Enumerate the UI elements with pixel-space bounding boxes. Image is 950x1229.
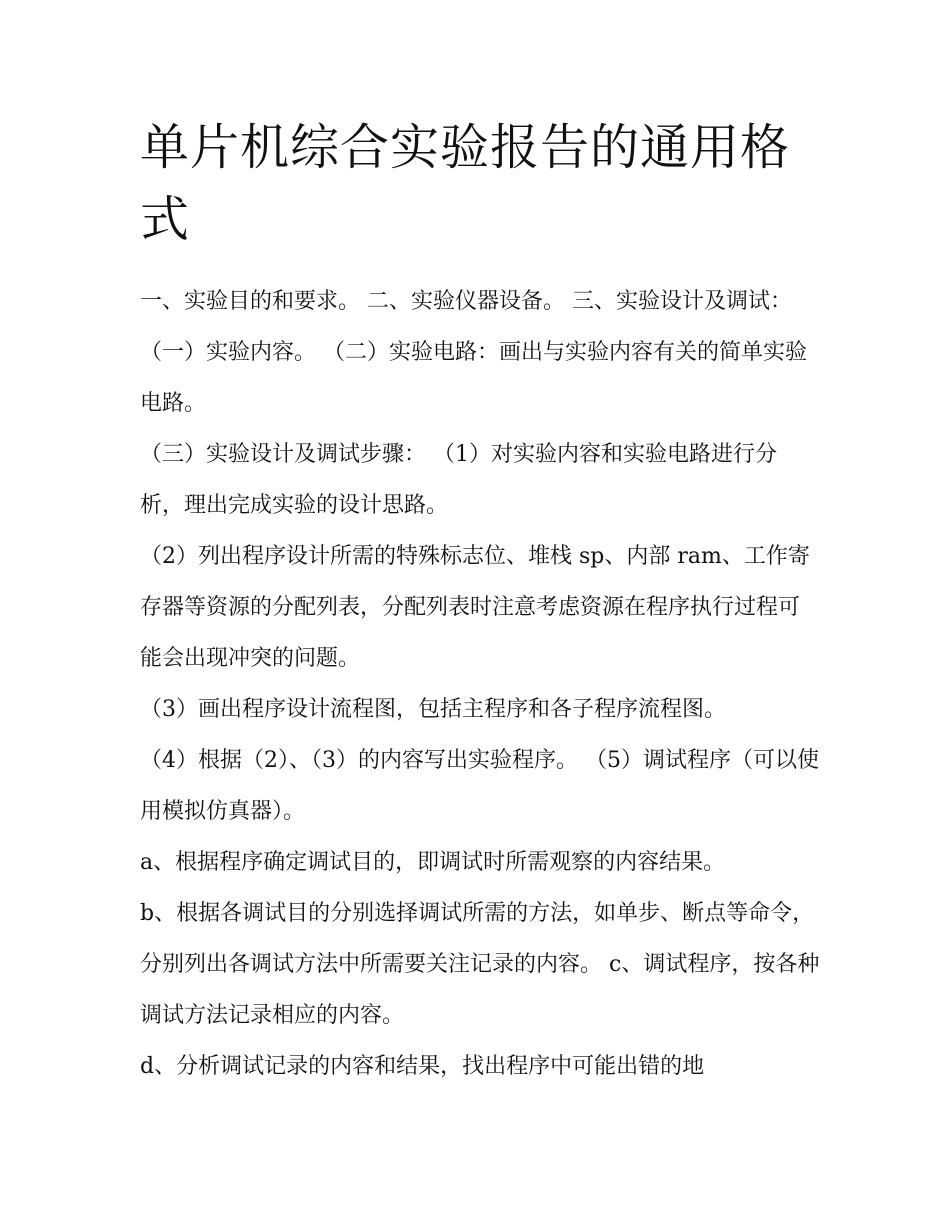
- document-body: [140, 276, 820, 1092]
- paragraph-program: （4）根据（2）、（3）的内容写出实验程序。 （5）调试程序（可以使用模拟仿真器）。: [140, 748, 819, 824]
- paragraph-debug-d: d、分析调试记录的内容和结果，找出程序中可能出错的地: [140, 1054, 705, 1079]
- document-title: 单片机综合实验报告的通用格式: [140, 119, 791, 248]
- paragraph-debug-a: a、根据程序确定调试目的，即调试时所需观察的内容结果。: [140, 850, 726, 875]
- paragraph-debug-b: b、根据各调试目的分别选择调试所需的方法，如单步、断点等命令，分别列出各调试方法中所需要关注记录的内容。 c、调试程序，按各种调试方法记录相应的内容。: [140, 901, 820, 1028]
- paragraph-resource-allocation: （2）列出程序设计所需的特殊标志位、堆栈 sp、内部 ram、工作寄存器等资源的分配列表，分配列表时注意考虑资源在程序执行过程可能会出现冲突的问题。: [140, 544, 810, 671]
- paragraph-objectives: 一、实验目的和要求。 二、实验仪器设备。 三、实验设计及调试： （一）实验内容。 （二）实验电路：画出与实验内容有关的简单实验电路。: [140, 289, 807, 416]
- paragraph-flowchart: （3）画出程序设计流程图，包括主程序和各子程序流程图。: [140, 697, 726, 722]
- paragraph-design-steps: （三）实验设计及调试步骤： （1）对实验内容和实验电路进行分析，理出完成实验的设计思路。: [140, 442, 777, 518]
